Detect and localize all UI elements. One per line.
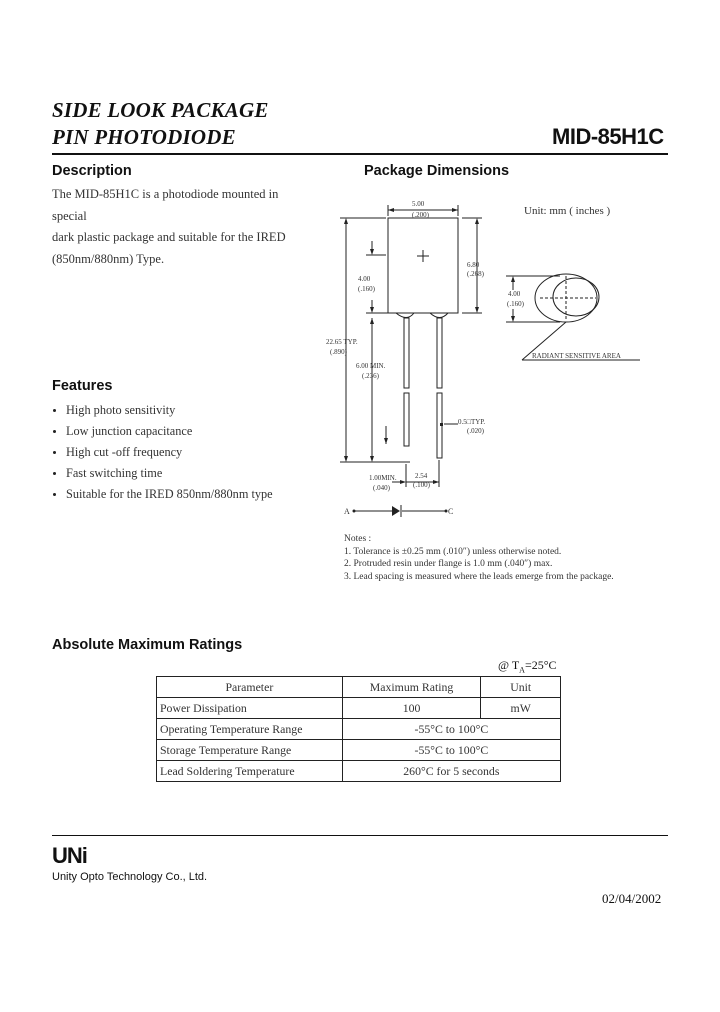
feature-item: Low junction capacitance [52,421,273,442]
dim-total-in: (.890) [330,348,347,356]
feature-item: Suitable for the IRED 850nm/880nm type [52,484,273,505]
column-header: Unit [481,677,561,698]
dim-total-mm: 22.65 TYP. [326,338,358,346]
value-cell: -55°C to 100°C [342,719,560,740]
parameter-cell: Storage Temperature Range [157,740,343,761]
parameter-cell: Lead Soldering Temperature [157,761,343,782]
column-header: Parameter [157,677,343,698]
footer-rule [52,835,668,836]
note-item: 3. Lead spacing is measured where the leads emerge from the package. [344,571,614,582]
dim-offset-mm: 1.00MIN. [369,474,397,482]
description-heading: Description [52,163,132,179]
column-header: Maximum Rating [342,677,481,698]
package-heading: Package Dimensions [364,163,510,179]
lead-flange-right [430,313,448,318]
table-row [157,761,561,782]
ratings-heading: Absolute Maximum Ratings [52,637,243,653]
ratings-condition: @ $T_A=25^\circ C$ [498,658,557,675]
description-line: (850nm/880nm) Type. [52,251,165,266]
feature-item: High photo sensitivity [52,400,273,421]
description-line: dark plastic package and suitable for the IRED [52,230,286,244]
dim-width-in: (.200) [412,211,429,219]
value-cell: -55°C to 100°C [342,740,560,761]
dim-lead-min-in: (.236) [362,372,379,380]
document-date: 02/04/2002 [602,891,662,906]
dim-lens-mm: 4.00 [508,290,521,298]
title-line-2: PIN PHOTODIODE [52,125,236,149]
notes-block [344,533,614,583]
notes-heading: Notes : [344,534,372,544]
description-line: The MID-85H1C is a photodiode mounted in special [52,187,279,223]
radiant-area-label: RADIANT SENSITIVE AREA [532,352,621,360]
lead-right-upper [437,318,442,388]
unit-cell: mW [481,698,561,719]
cathode-label: C [448,507,454,516]
dim-pitch-mm: 2.54 [415,472,428,480]
feature-item: High cut -off frequency [52,442,273,463]
value-cell: 260°C for 5 seconds [342,761,560,782]
feature-item: Fast switching time [52,463,273,484]
dim-lens-in: (.160) [507,300,524,308]
anode-label: A [344,507,350,516]
lead-left-lower [404,393,409,446]
dim-pitch-in: (.100) [413,481,430,489]
part-number: MID-85H1C [552,124,664,149]
lead-flange-left [396,313,414,318]
parameter-cell: Power Dissipation [157,698,343,719]
parameter-cell: Operating Temperature Range [157,719,343,740]
table-header-row [157,677,561,698]
unit-label: Unit: mm ( inches ) [524,205,611,217]
company-name: Unity Opto Technology Co., Ltd. [52,871,208,883]
note-item: 1. Tolerance is ±0.25 mm (.010″) unless otherwise noted. [344,546,562,557]
dim-width-mm: 5.00 [412,200,425,208]
note-item: 2. Protruded resin under flange is 1.0 mm (.040″) max. [344,559,553,569]
dim-lead-sq-mm: 0.5□TYP. [458,418,486,426]
table-row [157,698,561,719]
table-row [157,740,561,761]
dim-body-h-in: (.268) [467,270,484,278]
dim-body-h-mm: 6.80 [467,261,480,269]
dim-offset-in: (.040) [373,484,390,492]
dim-lead-min-mm: 6.00 MIN. [356,362,386,370]
ratings-table [156,676,561,782]
value-cell: 100 [342,698,481,719]
dim-upper-in: (.160) [358,285,375,293]
dim-upper-mm: 4.00 [358,275,371,283]
diode-symbol-icon [392,506,400,516]
title-line-1: SIDE LOOK PACKAGE [52,98,269,122]
dim-lead-sq-in: (.020) [467,427,484,435]
features-heading: Features [52,378,113,394]
table-row [157,719,561,740]
company-logo: UNi [52,843,87,868]
lead-left-upper [404,318,409,388]
package-body-outline [388,218,458,313]
